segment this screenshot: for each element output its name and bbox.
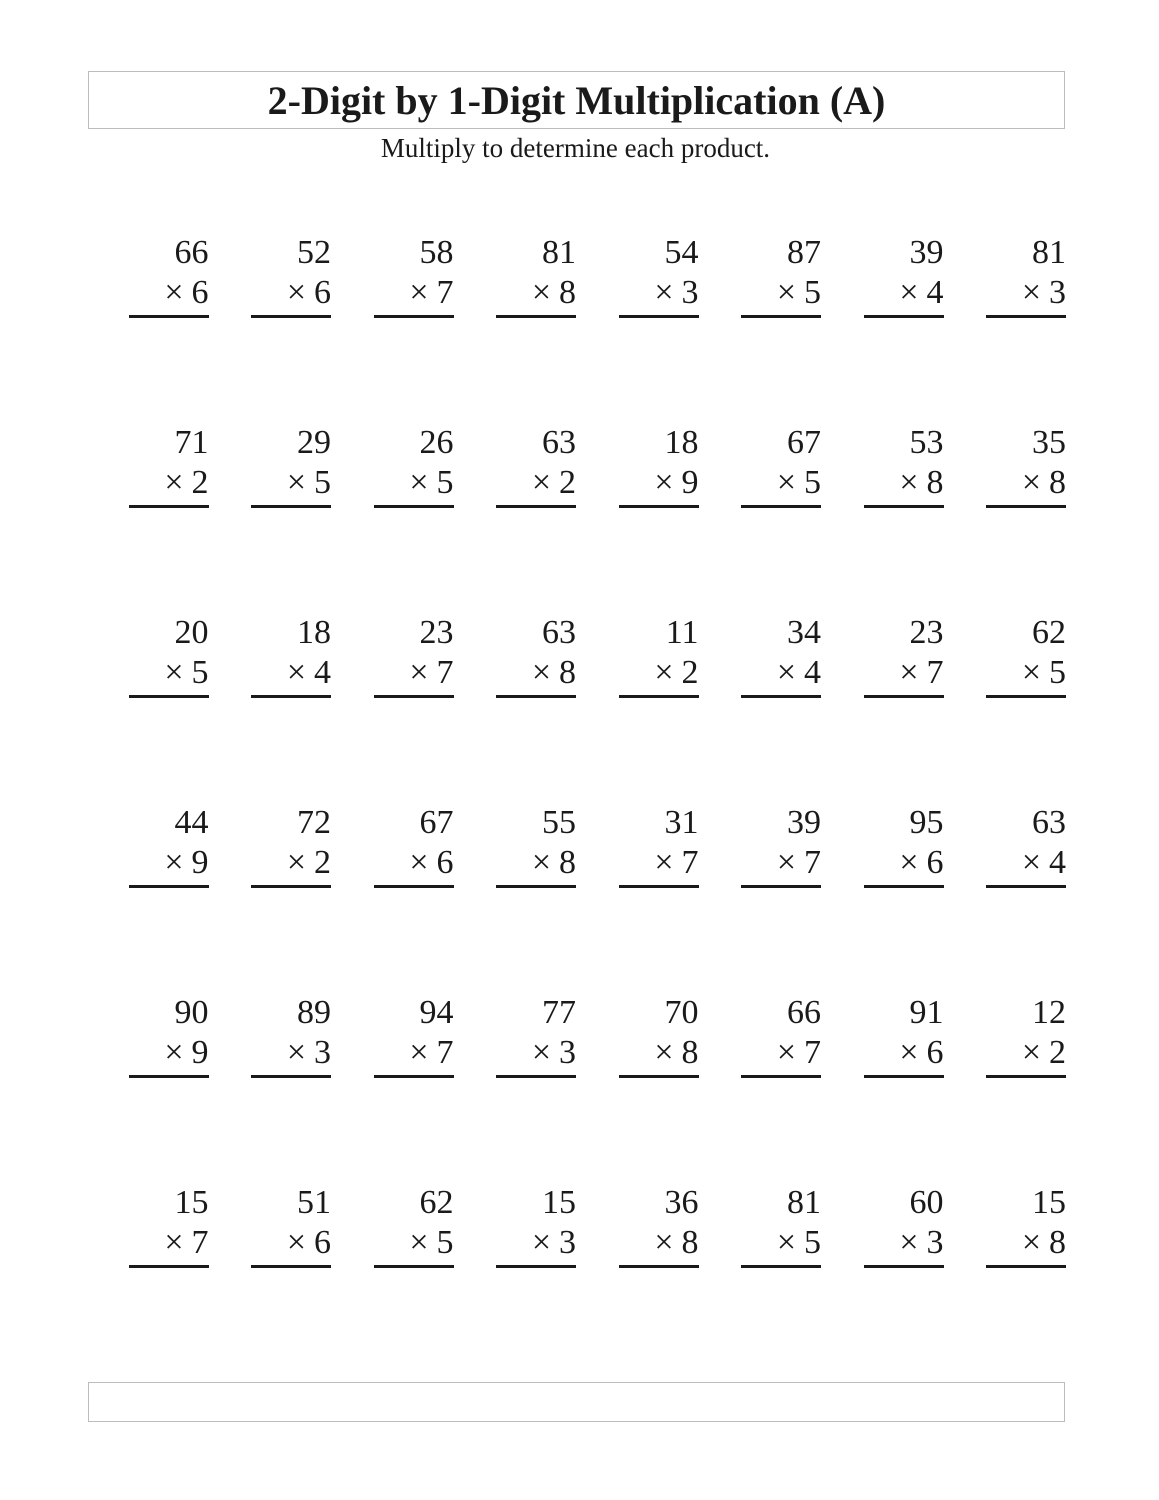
page-title: 2-Digit by 1-Digit Multiplication (A) (267, 77, 886, 123)
multiplier-row (496, 1223, 576, 1263)
multiplicand: 20 (174, 614, 209, 651)
multiplicand: 34 (787, 614, 821, 651)
multiplier: 2 (681, 654, 699, 691)
multiplier-row (619, 273, 699, 313)
multiply-icon: × (654, 274, 674, 311)
multiplier-row (374, 273, 454, 313)
multiplicand: 44 (174, 804, 209, 841)
multiplicand: 81 (1032, 234, 1066, 271)
multiplication-problem (251, 993, 331, 1078)
multiplier: 6 (191, 274, 209, 311)
multiply-icon: × (899, 654, 919, 691)
multiplier-row (864, 463, 944, 503)
multiplication-problem (864, 1183, 944, 1268)
problem-cell (230, 1183, 353, 1268)
multiplication-problem (986, 423, 1066, 508)
problem-cell (107, 993, 230, 1078)
multiplier: 3 (559, 1224, 576, 1261)
problem-cell (720, 993, 843, 1078)
multiplicand: 63 (1032, 804, 1066, 841)
multiplier-row (251, 843, 331, 883)
multiplication-problem (986, 233, 1066, 318)
multiplication-problem (741, 993, 821, 1078)
multiplier-row (129, 463, 209, 503)
problem-cell (965, 1183, 1088, 1268)
multiplicand: 60 (909, 1184, 944, 1221)
multiplicand: 62 (419, 1184, 454, 1221)
problem-cell (597, 993, 720, 1078)
multiply-icon: × (654, 464, 674, 501)
multiplicand: 77 (542, 994, 576, 1031)
multiplier: 3 (559, 1034, 576, 1071)
multiplier-row (129, 653, 209, 693)
multiplier-row (741, 273, 821, 313)
multiply-icon: × (531, 654, 551, 691)
multiplier-row (129, 843, 209, 883)
multiplier-row (741, 1223, 821, 1263)
multiplier-row (619, 1033, 699, 1073)
problem-cell (230, 233, 353, 318)
multiply-icon: × (1021, 654, 1041, 691)
multiplication-problem (374, 423, 454, 508)
multiply-icon: × (899, 1224, 919, 1261)
problem-cell (352, 803, 475, 888)
multiplication-problem (619, 1183, 699, 1268)
multiplier: 8 (681, 1034, 699, 1071)
multiplicand: 39 (787, 804, 821, 841)
multiplicand: 67 (787, 424, 821, 461)
multiply-icon: × (654, 844, 674, 881)
multiplication-problem (741, 233, 821, 318)
problem-cell (842, 423, 965, 508)
multiplicand: 55 (542, 804, 576, 841)
problem-cell (842, 803, 965, 888)
multiplier: 2 (1049, 1034, 1066, 1071)
title-box (88, 71, 1065, 129)
multiplicand: 15 (542, 1184, 576, 1221)
multiplication-problem (251, 423, 331, 508)
multiplier: 5 (804, 464, 821, 501)
multiply-icon: × (164, 1034, 184, 1071)
multiply-icon: × (409, 274, 429, 311)
multiplicand: 63 (542, 614, 576, 651)
problem-cell (965, 993, 1088, 1078)
multiply-icon: × (164, 464, 184, 501)
multiplication-problem (129, 233, 209, 318)
multiplication-problem (496, 803, 576, 888)
multiplier-row (864, 843, 944, 883)
multiplier: 7 (436, 654, 454, 691)
multiplication-problem (129, 993, 209, 1078)
problem-cell (597, 423, 720, 508)
multiply-icon: × (899, 844, 919, 881)
multiplication-problem (251, 1183, 331, 1268)
problem-row (107, 993, 1087, 1183)
multiplicand: 12 (1032, 994, 1066, 1031)
multiplicand: 63 (542, 424, 576, 461)
multiplier-row (496, 1033, 576, 1073)
multiplication-problem (496, 423, 576, 508)
multiplicand: 39 (909, 234, 944, 271)
problem-cell (230, 423, 353, 508)
multiplier: 7 (681, 844, 699, 881)
multiplier: 8 (1049, 1224, 1066, 1261)
multiplication-problem (864, 993, 944, 1078)
problem-cell (230, 803, 353, 888)
multiplier: 7 (804, 1034, 821, 1071)
problem-row (107, 803, 1087, 993)
multiplication-problem (374, 233, 454, 318)
multiplier-row (496, 843, 576, 883)
multiplier: 2 (559, 464, 576, 501)
multiplicand: 71 (174, 424, 209, 461)
multiply-icon: × (776, 1034, 796, 1071)
problem-cell (842, 233, 965, 318)
multiplication-problem (619, 233, 699, 318)
multiplicand: 15 (174, 1184, 209, 1221)
multiply-icon: × (531, 844, 551, 881)
multiplicand: 36 (664, 1184, 699, 1221)
problem-cell (475, 423, 598, 508)
problem-cell (597, 233, 720, 318)
problem-cell (230, 613, 353, 698)
multiplier-row (251, 273, 331, 313)
multiplicand: 54 (664, 234, 699, 271)
multiplier: 3 (926, 1224, 944, 1261)
multiply-icon: × (654, 1224, 674, 1261)
multiply-icon: × (286, 654, 306, 691)
multiply-icon: × (164, 844, 184, 881)
multiplier-row (741, 1033, 821, 1073)
multiply-icon: × (286, 274, 306, 311)
multiplicand: 23 (419, 614, 454, 651)
multiplication-problem (986, 1183, 1066, 1268)
problem-row (107, 613, 1087, 803)
multiply-icon: × (776, 464, 796, 501)
multiplication-problem (374, 613, 454, 698)
problem-cell (965, 423, 1088, 508)
multiplicand: 62 (1032, 614, 1066, 651)
problem-cell (107, 613, 230, 698)
multiplication-problem (251, 613, 331, 698)
multiplicand: 23 (909, 614, 944, 651)
problem-cell (965, 803, 1088, 888)
multiplier: 3 (681, 274, 699, 311)
problem-cell (720, 423, 843, 508)
multiplication-problem (986, 803, 1066, 888)
multiplier-row (129, 1033, 209, 1073)
multiplier-row (619, 843, 699, 883)
multiplier-row (986, 843, 1066, 883)
multiplier: 8 (681, 1224, 699, 1261)
multiplier: 7 (436, 1034, 454, 1071)
multiplicand: 29 (297, 424, 331, 461)
multiplier: 4 (314, 654, 331, 691)
multiply-icon: × (776, 654, 796, 691)
multiply-icon: × (776, 844, 796, 881)
problem-cell (107, 803, 230, 888)
multiplier-row (374, 1033, 454, 1073)
problem-cell (720, 613, 843, 698)
multiplier: 5 (1049, 654, 1066, 691)
problem-cell (965, 613, 1088, 698)
multiplication-problem (864, 803, 944, 888)
multiplication-problem (864, 423, 944, 508)
multiplier-row (374, 843, 454, 883)
multiplier: 7 (191, 1224, 209, 1261)
problem-cell (475, 613, 598, 698)
multiply-icon: × (1021, 1034, 1041, 1071)
problem-cell (352, 233, 475, 318)
multiplication-problem (619, 803, 699, 888)
multiplier: 4 (926, 274, 944, 311)
multiplicand: 81 (787, 1184, 821, 1221)
multiplication-problem (251, 233, 331, 318)
multiplication-problem (374, 1183, 454, 1268)
problem-cell (475, 1183, 598, 1268)
multiplier: 7 (926, 654, 944, 691)
multiplier-row (129, 1223, 209, 1263)
multiplicand: 81 (542, 234, 576, 271)
multiplication-problem (496, 1183, 576, 1268)
multiply-icon: × (164, 1224, 184, 1261)
multiplier-row (496, 653, 576, 693)
multiply-icon: × (286, 464, 306, 501)
problem-cell (352, 1183, 475, 1268)
multiplication-problem (374, 993, 454, 1078)
multiplier: 5 (436, 464, 454, 501)
problem-row (107, 1183, 1087, 1373)
multiplicand: 11 (665, 614, 699, 651)
multiplicand: 31 (664, 804, 699, 841)
multiply-icon: × (1021, 844, 1041, 881)
problem-cell (720, 803, 843, 888)
multiplicand: 52 (297, 234, 331, 271)
multiplier-row (374, 1223, 454, 1263)
multiplicand: 35 (1032, 424, 1066, 461)
multiplier: 5 (804, 274, 821, 311)
multiplier-row (864, 1223, 944, 1263)
problem-cell (230, 993, 353, 1078)
problem-cell (720, 1183, 843, 1268)
multiplier: 8 (559, 844, 576, 881)
multiplication-problem (741, 613, 821, 698)
multiplication-problem (129, 803, 209, 888)
multiplier: 7 (804, 844, 821, 881)
multiplication-problem (374, 803, 454, 888)
multiplier: 9 (191, 844, 209, 881)
problem-cell (107, 423, 230, 508)
multiplier: 6 (926, 1034, 944, 1071)
multiplication-problem (129, 423, 209, 508)
problem-cell (842, 1183, 965, 1268)
multiplicand: 15 (1032, 1184, 1066, 1221)
multiplication-problem (741, 803, 821, 888)
multiply-icon: × (531, 274, 551, 311)
multiplicand: 90 (174, 994, 209, 1031)
problem-cell (352, 993, 475, 1078)
multiplier: 8 (559, 274, 576, 311)
multiplicand: 89 (297, 994, 331, 1031)
multiply-icon: × (409, 844, 429, 881)
multiplicand: 67 (419, 804, 454, 841)
multiplier-row (251, 463, 331, 503)
problem-cell (965, 233, 1088, 318)
problem-cell (475, 233, 598, 318)
multiplier: 6 (314, 1224, 331, 1261)
multiplication-problem (251, 803, 331, 888)
multiplier: 6 (436, 844, 454, 881)
multiplicand: 91 (909, 994, 944, 1031)
multiplication-problem (496, 993, 576, 1078)
multiplicand: 51 (297, 1184, 331, 1221)
multiplier-row (129, 273, 209, 313)
multiplier: 4 (804, 654, 821, 691)
multiplier-row (864, 1033, 944, 1073)
multiply-icon: × (409, 1224, 429, 1261)
multiplicand: 66 (174, 234, 209, 271)
multiply-icon: × (164, 654, 184, 691)
multiplier: 2 (314, 844, 331, 881)
multiplier: 7 (436, 274, 454, 311)
multiply-icon: × (531, 1224, 551, 1261)
multiplication-problem (619, 423, 699, 508)
problem-cell (475, 993, 598, 1078)
multiplier-row (741, 463, 821, 503)
multiplier: 4 (1049, 844, 1066, 881)
multiply-icon: × (899, 274, 919, 311)
multiplication-problem (619, 613, 699, 698)
multiply-icon: × (899, 464, 919, 501)
multiplication-problem (496, 613, 576, 698)
multiply-icon: × (409, 464, 429, 501)
multiplicand: 72 (297, 804, 331, 841)
problem-cell (352, 423, 475, 508)
multiplier-row (496, 273, 576, 313)
multiplication-problem (496, 233, 576, 318)
multiplier: 5 (191, 654, 209, 691)
worksheet-grid (107, 233, 1087, 1373)
multiplier-row (251, 653, 331, 693)
multiplication-problem (986, 613, 1066, 698)
problem-row (107, 423, 1087, 613)
footer-box (88, 1382, 1065, 1422)
multiplication-problem (864, 233, 944, 318)
multiplication-problem (129, 613, 209, 698)
multiplier-row (619, 653, 699, 693)
multiplier-row (986, 463, 1066, 503)
multiplier: 3 (1049, 274, 1066, 311)
multiply-icon: × (654, 654, 674, 691)
multiply-icon: × (654, 1034, 674, 1071)
multiplier-row (864, 653, 944, 693)
multiplicand: 18 (664, 424, 699, 461)
multiply-icon: × (776, 1224, 796, 1261)
multiplier: 2 (191, 464, 209, 501)
problem-row (107, 233, 1087, 423)
problem-cell (107, 1183, 230, 1268)
problem-cell (842, 993, 965, 1078)
page-subtitle: Multiply to determine each product. (380, 133, 771, 163)
multiplicand: 66 (787, 994, 821, 1031)
problem-cell (597, 613, 720, 698)
multiplier: 8 (926, 464, 944, 501)
multiplier-row (251, 1033, 331, 1073)
problem-cell (597, 803, 720, 888)
multiplicand: 70 (664, 994, 699, 1031)
multiply-icon: × (409, 1034, 429, 1071)
problem-cell (352, 613, 475, 698)
multiplier-row (986, 1223, 1066, 1263)
multiplier-row (374, 653, 454, 693)
multiply-icon: × (1021, 1224, 1041, 1261)
multiplicand: 58 (419, 234, 454, 271)
multiplier-row (986, 1033, 1066, 1073)
problem-cell (842, 613, 965, 698)
multiply-icon: × (409, 654, 429, 691)
multiplicand: 87 (787, 234, 821, 271)
multiplicand: 18 (297, 614, 331, 651)
problem-cell (720, 233, 843, 318)
multiply-icon: × (899, 1034, 919, 1071)
multiplier: 8 (1049, 464, 1066, 501)
multiplier-row (619, 463, 699, 503)
problem-cell (107, 233, 230, 318)
multiplication-problem (619, 993, 699, 1078)
multiplication-problem (741, 423, 821, 508)
multiply-icon: × (1021, 464, 1041, 501)
multiplier: 9 (681, 464, 699, 501)
multiply-icon: × (286, 844, 306, 881)
multiply-icon: × (776, 274, 796, 311)
multiply-icon: × (1021, 274, 1041, 311)
multiplier-row (986, 273, 1066, 313)
multiplier-row (741, 843, 821, 883)
multiplier: 6 (926, 844, 944, 881)
multiplier-row (251, 1223, 331, 1263)
multiplier-row (864, 273, 944, 313)
multiplication-problem (129, 1183, 209, 1268)
multiply-icon: × (531, 1034, 551, 1071)
multiplicand: 94 (419, 994, 454, 1031)
problem-cell (475, 803, 598, 888)
multiplier-row (619, 1223, 699, 1263)
multiplier: 3 (314, 1034, 331, 1071)
multiplier-row (496, 463, 576, 503)
multiply-icon: × (164, 274, 184, 311)
multiplicand: 26 (419, 424, 454, 461)
multiplication-problem (864, 613, 944, 698)
problem-cell (597, 1183, 720, 1268)
multiply-icon: × (286, 1034, 306, 1071)
multiplier: 9 (191, 1034, 209, 1071)
multiplier-row (986, 653, 1066, 693)
multiplier-row (374, 463, 454, 503)
multiplier: 6 (314, 274, 331, 311)
multiply-icon: × (531, 464, 551, 501)
multiplier: 5 (314, 464, 331, 501)
multiplier: 5 (436, 1224, 454, 1261)
multiplicand: 53 (909, 424, 944, 461)
multiplication-problem (986, 993, 1066, 1078)
multiplier: 5 (804, 1224, 821, 1261)
multiplicand: 95 (909, 804, 944, 841)
multiplier: 8 (559, 654, 576, 691)
multiplication-problem (741, 1183, 821, 1268)
multiplier-row (741, 653, 821, 693)
multiply-icon: × (286, 1224, 306, 1261)
